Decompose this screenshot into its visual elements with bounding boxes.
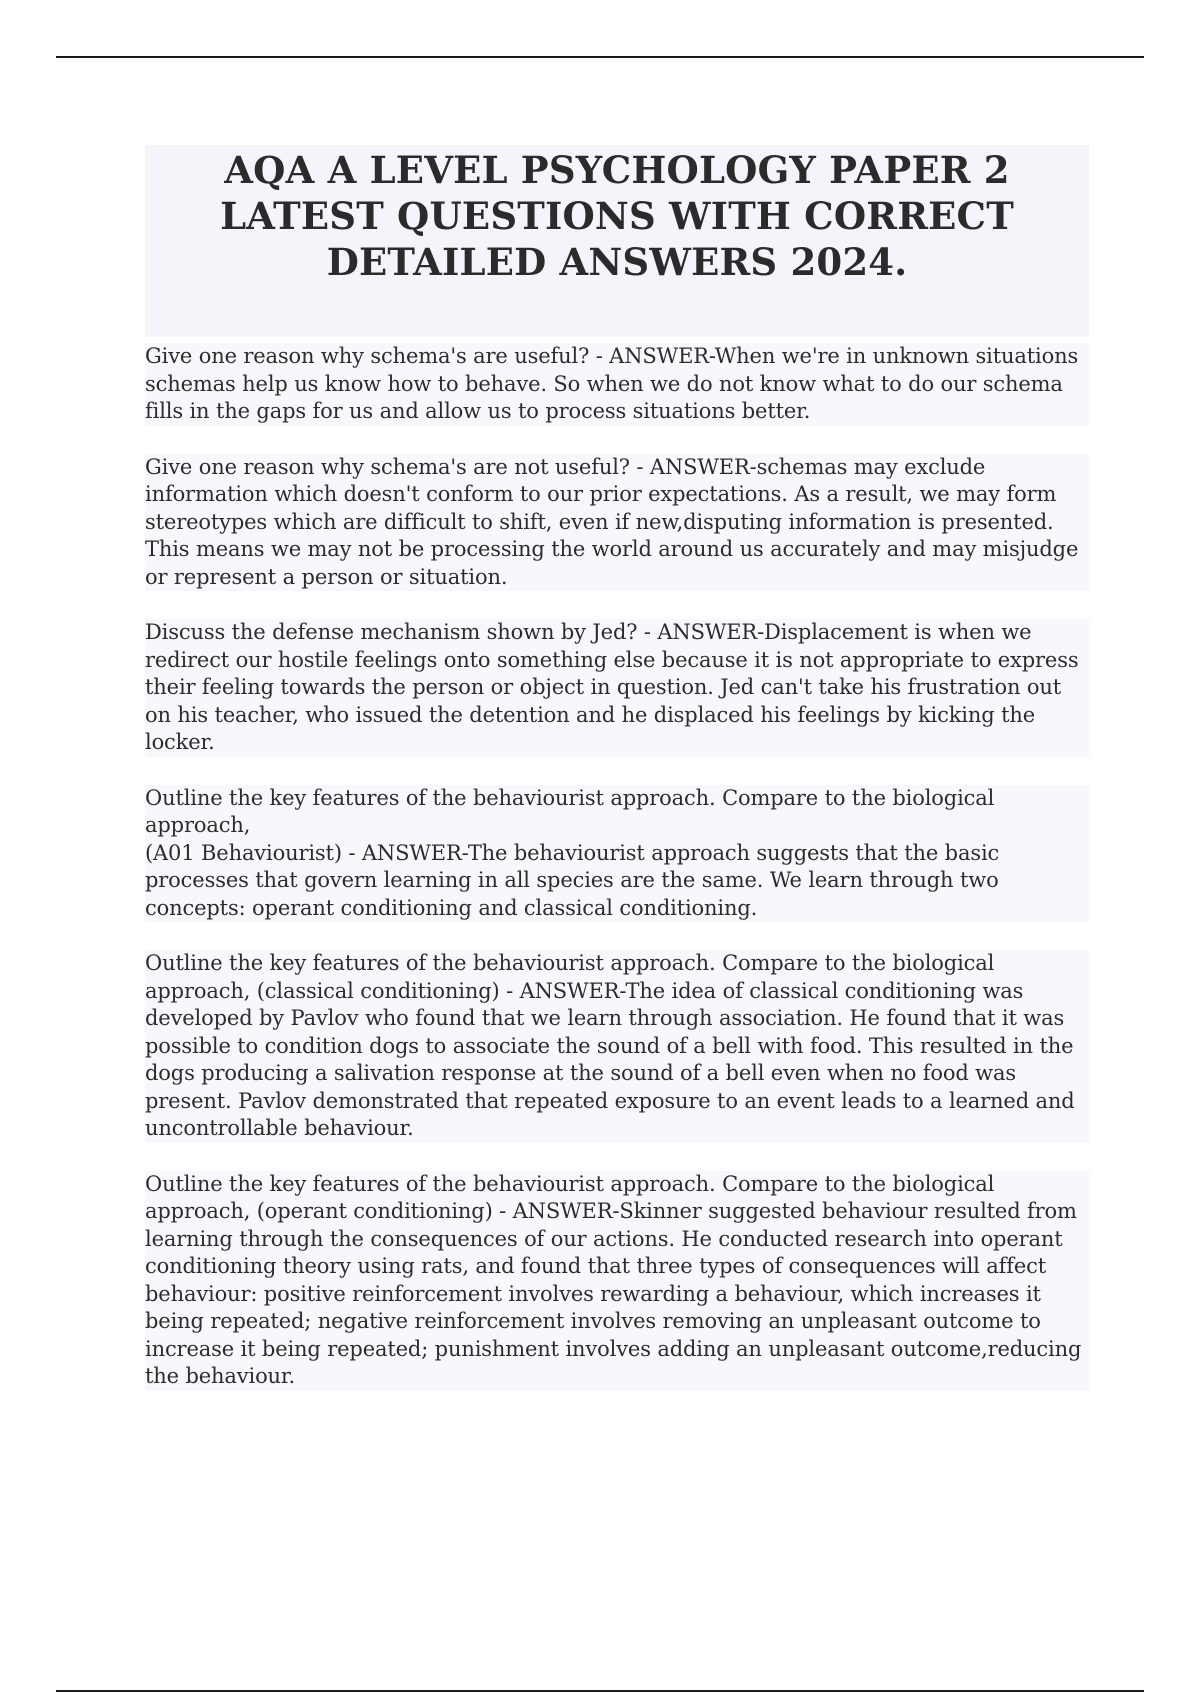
qa-item: Outline the key features of the behaviourist approach. Compare to the biological approach, (operant conditioning) - ANSWER-Skinner suggested behaviour resulted from learning through the consequences of our actions. He conducted research into operant conditioning theory using rats, and found that three types of consequences will affect behaviour: positive reinforcement involves rewarding a behaviour, which increases it being repeated; negative reinforcement involves removing an unpleasant outcome to increase it being repeated; punishment involves adding an unpleasant outcome,reducing the behaviour. [145, 1171, 1089, 1391]
document-title: AQA A LEVEL PSYCHOLOGY PAPER 2 LATEST QUESTIONS WITH CORRECT DETAILED ANSWERS 2024. [220, 148, 1014, 284]
qa-item: Give one reason why schema's are useful? - ANSWER-When we're in unknown situations schemas help us know how to behave. So when we do not know what to do our schema fills in the gaps for us and allow us to process situations better. [145, 343, 1089, 426]
qa-list [145, 343, 1089, 1391]
document-body [145, 145, 1089, 1419]
qa-item: Outline the key features of the behaviourist approach. Compare to the biological approach, (A01 Behaviourist) - ANSWER-The behaviourist approach suggests that the basic processes that govern learning in all species are the same. We learn through two concepts: operant conditioning and classical conditioning. [145, 785, 1089, 923]
qa-item: Give one reason why schema's are not useful? - ANSWER-schemas may exclude information which doesn't conform to our prior expectations. As a result, we may form stereotypes which are difficult to shift, even if new,disputing information is presented. This means we may not be processing the world around us accurately and may misjudge or represent a person or situation. [145, 454, 1089, 592]
top-rule [56, 56, 1144, 58]
qa-item: Discuss the defense mechanism shown by Jed? - ANSWER-Displacement is when we redirect our hostile feelings onto something else because it is not appropriate to express their feeling towards the person or object in question. Jed can't take his frustration out on his teacher, who issued the detention and he displaced his feelings by kicking the locker. [145, 619, 1089, 757]
qa-item: Outline the key features of the behaviourist approach. Compare to the biological approach, (classical conditioning) - ANSWER-The idea of classical conditioning was developed by Pavlov who found that we learn through association. He found that it was possible to condition dogs to associate the sound of a bell with food. This resulted in the dogs producing a salivation response at the sound of a bell even when no food was present. Pavlov demonstrated that repeated exposure to an event leads to a learned and uncontrollable behaviour. [145, 950, 1089, 1143]
title-block [145, 145, 1089, 337]
bottom-rule [56, 1690, 1144, 1692]
